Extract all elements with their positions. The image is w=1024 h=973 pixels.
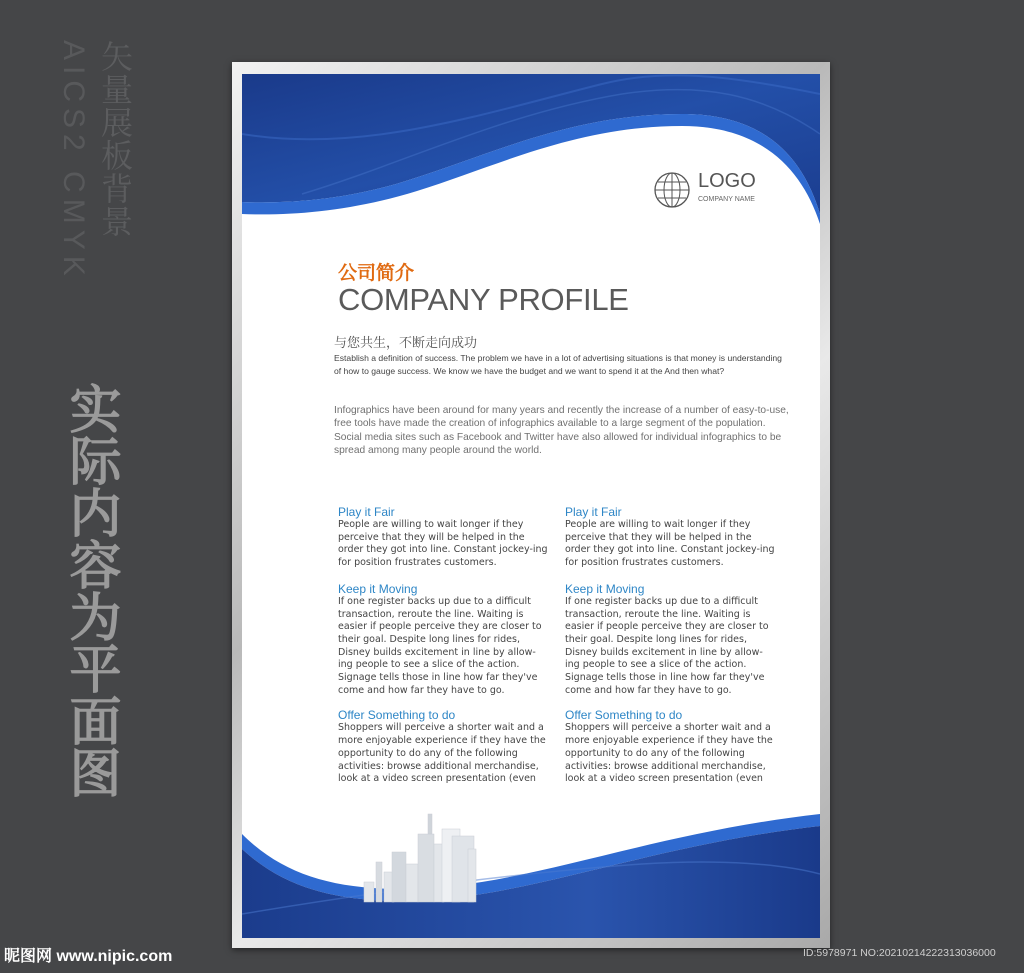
section-heading: Offer Something to do [338, 708, 456, 723]
lead-text: Establish a definition of success. The problem we have in a lot of advertising situations is that money is understanding of how to gauge success. We know we have the budget and we want to spend it at the And then what? [334, 353, 782, 376]
title-en: COMPANY PROFILE [338, 282, 629, 317]
section-body: Shoppers will perceive a shorter wait and a more enjoyable experience if they have the opportunity to do any of the following activities: browse additional merchandise, look at a video screen presentation (even [565, 722, 773, 785]
section-heading: Play it Fair [338, 505, 395, 519]
poster-board [242, 74, 820, 938]
city-buildings [364, 814, 476, 902]
globe-logo-icon [652, 170, 692, 210]
section-body: Shoppers will perceive a shorter wait and a more enjoyable experience if they have the opportunity to do any of the following activities: browse additional merchandise, look at a video screen presentation (even [338, 722, 546, 785]
section-heading: Offer Something to do [565, 708, 683, 723]
side-caption: 实际内容为平面图 [61, 382, 119, 798]
section-heading: Play it Fair [565, 505, 622, 519]
slogan: 与您共生，不断走向成功 [334, 335, 478, 350]
side-title-cn: 矢量展板背景 [97, 40, 133, 238]
section-heading: Keep it Moving [565, 581, 645, 596]
title-cn: 公司简介 [338, 263, 415, 284]
poster-frame [232, 62, 830, 948]
content-column-left [338, 505, 548, 786]
section-heading: Keep it Moving [338, 581, 418, 596]
content-column-right [565, 505, 775, 786]
section-body: People are willing to wait longer if they perceive that they will be helped in the order they got into line. Constant jockey-ing for position frustrates customers. [338, 519, 548, 569]
section-body: If one register backs up due to a difficult transaction, reroute the line. Waiting is easier if people perceive they are closer to their goal. Despite long lines for rides, Disney builds excitement in line by allow-ing people to see a slice of the action. Signage tells those in line how far they've come and how far they have to go. [338, 595, 542, 696]
section-body: People are willing to wait longer if they perceive that they will be helped in the order they got into line. Constant jockey-ing for position frustrates customers. [565, 519, 775, 569]
logo-text: LOGO [698, 170, 756, 192]
image-id-text: ID:5978971 NO:20210214222313036000 [803, 947, 996, 959]
logo-company-name: COMPANY NAME [698, 196, 755, 203]
side-title-en: AICS2 CMYK [57, 40, 90, 282]
section-body: If one register backs up due to a difficult transaction, reroute the line. Waiting is easier if people perceive they are closer to their goal. Despite long lines for rides, Disney builds excitement in line by allow-ing people to see a slice of the action. Signage tells those in line how far they've come and how far they have to go. [565, 595, 769, 696]
intro-paragraph: Infographics have been around for many years and recently the increase of a number of easy-to-use, free tools have made the creation of infographics available to a large segment of the population. Social media sites such as Facebook and Twitter have also allowed for individual infographics to be spread among many people around the world. [334, 405, 789, 457]
site-watermark: 昵图网 www.nipic.com [4, 948, 173, 965]
